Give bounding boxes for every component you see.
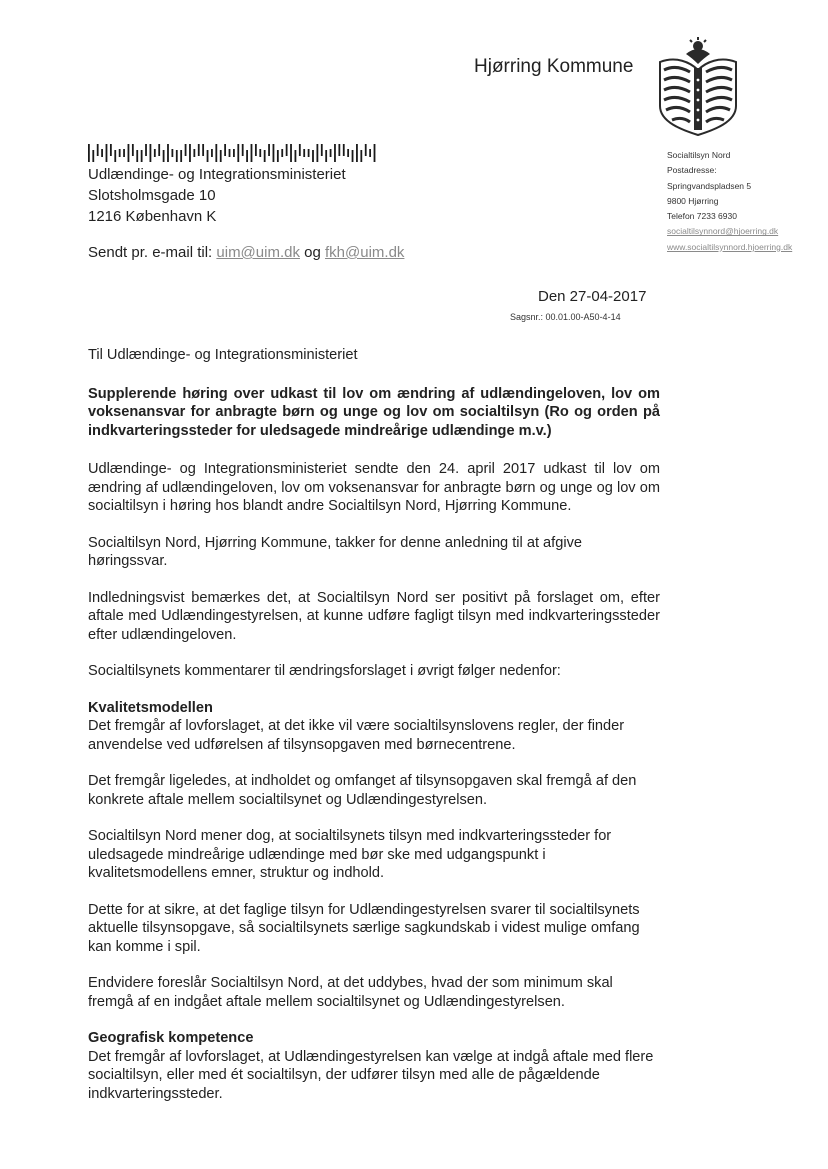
salutation: Til Udlændinge- og Integrationsministeriet (88, 347, 358, 363)
paragraph: Udlændinge- og Integrationsministeriet sendte den 24. april 2017 udkast til lov om ændring af udlændingeloven, lov om voksenansvar for anbragte børn og unge og lov om socialtilsyn i høring hos blandt andre Socialtilsyn Nord, Hjørring Kommune. (88, 461, 660, 514)
recipient-address (88, 164, 346, 227)
paragraph: Indledningsvist bemærkes det, at Socialtilsyn Nord ser positivt på forslaget om, efter aftale med Udlændingestyrelsen, at kunne udføre fagligt tilsyn med indkvarteringssteder efter udlændingeloven. (88, 589, 660, 643)
sent-by-email-line (88, 244, 404, 261)
paragraph: Det fremgår ligeledes, at indholdet og omfanget af tilsynsopgaven skal fremgå af den konkrete aftale mellem socialtilsynet og Udlændingestyrelsen. (88, 773, 637, 808)
recipient-line: Slotsholmsgade 10 (88, 187, 216, 204)
letter-subject: Supplerende høring over udkast til lov om ændring af udlændingeloven, lov om voksenansvar for anbragte børn og unge og lov om socialtilsyn (Ro og orden på indkvarteringssteder for uledsagede mindreårige udlændinge m.v.) (88, 385, 660, 439)
section-heading: Kvalitetsmodellen (88, 699, 213, 716)
section-heading: Geografisk kompetence (88, 1030, 254, 1046)
paragraph: Socialtilsyn Nord, Hjørring Kommune, takker for denne anledning til at afgive høringssvar. (88, 534, 582, 569)
recipient-line: 1216 København K (88, 208, 217, 225)
sender-phone: Telefon 7233 6930 (667, 211, 737, 222)
postal-barcode (88, 144, 378, 162)
email-link-uim[interactable]: uim@uim.dk (216, 244, 300, 261)
paragraph: Det fremgår af lovforslaget, at det ikke vil være socialtilsynslovens regler, der finder anvendelse ved udførelsen af tilsynsopgaven med børnecentrene. (88, 718, 625, 753)
paragraph: Det fremgår af lovforslaget, at Udlændingestyrelsen kan vælge at indgå aftale med flere socialtilsyn, eller med ét socialtilsyn, der udfører tilsyn med alle de pågældende indkvarteringssteder. (88, 1048, 654, 1102)
email-connector: og (304, 244, 321, 261)
sender-block (667, 148, 792, 255)
sender-email-link[interactable]: socialtilsynnord@hjoerring.dk (667, 226, 779, 237)
paragraph: Socialtilsynets kommentarer til ændringsforslaget i øvrigt følger nedenfor: (88, 663, 561, 679)
paragraph: Socialtilsyn Nord mener dog, at socialtilsynets tilsyn med indkvarteringssteder for uledsagede mindreårige udlændinge med bør ske med udgangspunkt i kvalitetsmodellens emner, struktur og indhold. (88, 828, 612, 881)
paragraph: Endvidere foreslår Socialtilsyn Nord, at det uddybes, hvad der som minimum skal fremgå af en indgået aftale mellem socialtilsynet og Udlændingestyrelsen. (88, 975, 613, 1010)
paragraph: Dette for at sikre, at det faglige tilsyn for Udlændingestyrelsen svarer til socialtilsynets aktuelle tilsynsopgave, så socialtilsynets særlige sagkundskab i videst mulige omfang kan komme i spil. (88, 901, 640, 955)
sent-prefix: Sendt pr. e-mail til: (88, 244, 213, 261)
hjoerring-coat-of-arms-icon (656, 36, 740, 136)
recipient-line: Udlændinge- og Integrationsministeriet (88, 166, 346, 183)
sender-street: Springvandspladsen 5 (667, 180, 752, 191)
sender-postal-label: Postadresse: (667, 165, 717, 176)
organization-name: Hjørring Kommune (474, 56, 634, 77)
letter-date: Den 27-04-2017 (538, 288, 647, 305)
sender-website-link[interactable]: www.socialtilsynnord.hjoerring.dk (667, 241, 793, 252)
sender-name: Socialtilsyn Nord (667, 150, 731, 160)
letter-body (88, 346, 660, 1121)
email-link-fkh[interactable]: fkh@uim.dk (325, 244, 405, 261)
sender-city: 9800 Hjørring (667, 195, 719, 206)
case-number: Sagsnr.: 00.01.00-A50-4-14 (510, 312, 621, 322)
